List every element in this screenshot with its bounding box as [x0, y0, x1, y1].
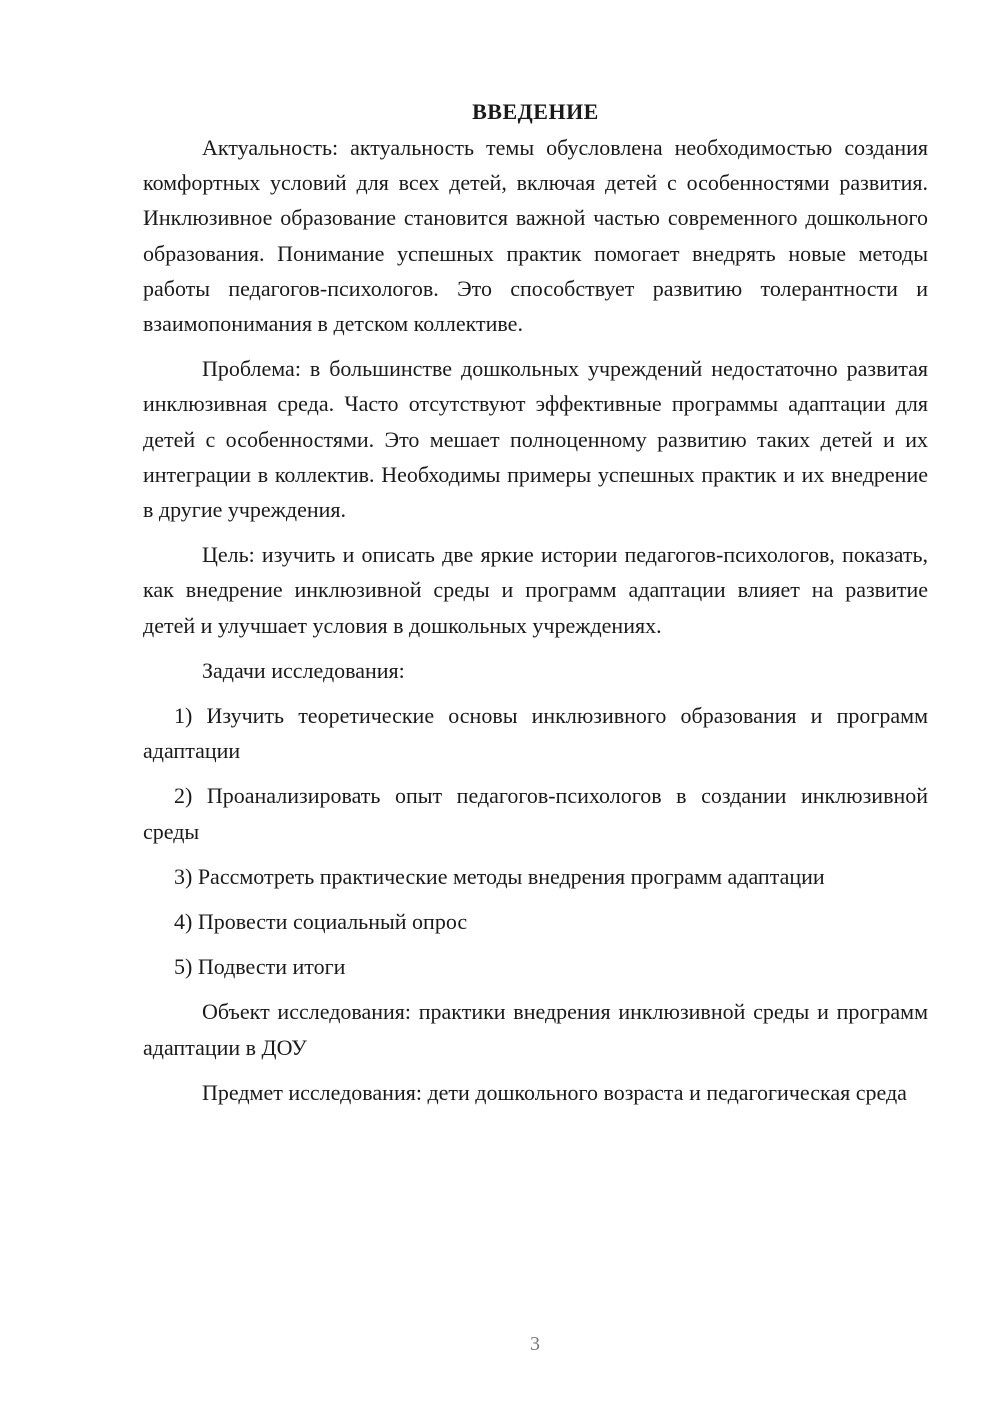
tasks-list	[143, 698, 928, 984]
task-item-1: 1) Изучить теоретические основы инклюзивного образования и программ адаптации	[143, 703, 928, 764]
object-paragraph: Объект исследования: практики внедрения инклюзивной среды и программ адаптации в ДОУ	[143, 999, 928, 1060]
task-item-3: 3) Рассмотреть практические методы внедрения программ адаптации	[174, 863, 825, 889]
page-number: 3	[530, 1333, 540, 1355]
task-item-2: 2) Проанализировать опыт педагогов-психологов в создании инклюзивной среды	[143, 783, 928, 844]
relevance-paragraph: Актуальность: актуальность темы обусловлена необходимостью создания комфортных условий для всех детей, включая детей с особенностями развития. Инклюзивное образование становится важной частью современного дошкольного образования. Понимание успешных практик помогает внедрять новые методы работы педагогов-психологов. Это способствует развитию толерантности и взаимопонимания в детском коллективе.	[143, 135, 928, 337]
tasks-heading: Задачи исследования:	[202, 657, 405, 683]
document-page	[143, 94, 928, 1120]
problem-paragraph: Проблема: в большинстве дошкольных учреждений недостаточно развитая инклюзивная среда. Часто отсутствуют эффективные программы адаптации для детей с особенностями. Это мешает полноценному развитию таких детей и их интеграции в коллектив. Необходимы примеры успешных практик и их внедрение в другие учреждения.	[143, 356, 928, 523]
task-item-5: 5) Подвести итоги	[174, 954, 346, 980]
task-item-4: 4) Провести социальный опрос	[174, 909, 468, 935]
subject-paragraph: Предмет исследования: дети дошкольного возраста и педагогическая среда	[202, 1079, 907, 1105]
section-title: ВВЕДЕНИЕ	[472, 99, 599, 124]
goal-paragraph: Цель: изучить и описать две яркие истории педагогов-психологов, показать, как внедрение инклюзивной среды и программ адаптации влияет на развитие детей и улучшает условия в дошкольных учреждениях.	[143, 542, 928, 638]
